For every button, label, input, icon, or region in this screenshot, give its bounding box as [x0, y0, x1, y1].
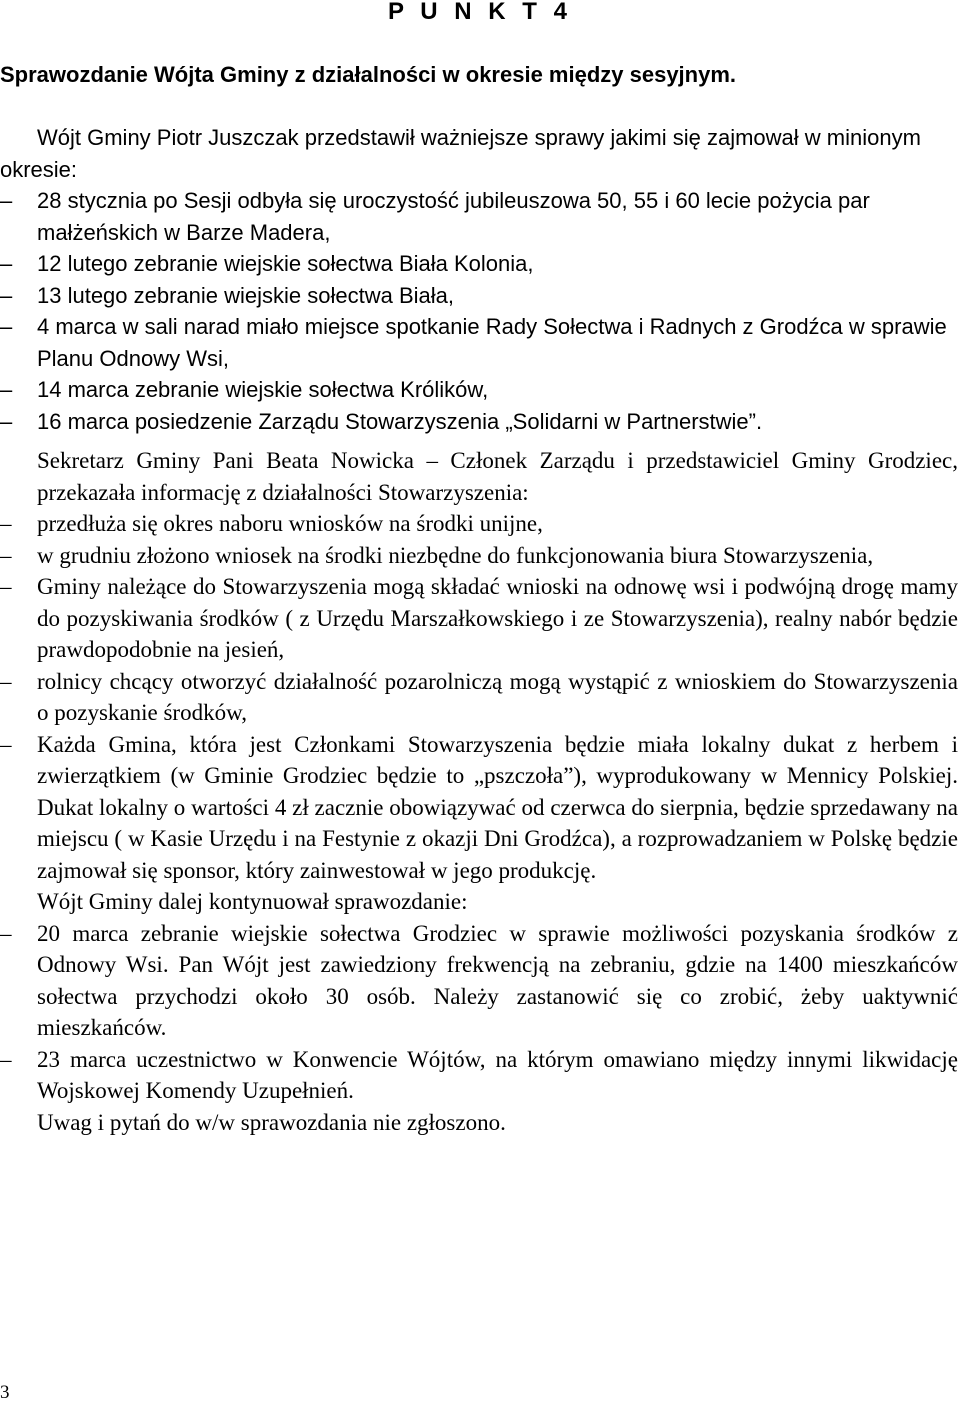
list-item: – 20 marca zebranie wiejskie sołectwa Grodziec w sprawie możliwości pozyskania środków z Odnowy Wsi. Pan Wójt jest zawiedziony frekwencją na zebraniu, gdzie na 1400 mieszkańców sołectwa przychodzi około 30 osób. Należy zastanowić się co zrobić, żeby uaktywnić mieszkańców. — [0, 918, 958, 1044]
page-number: 3 — [0, 1382, 10, 1403]
continuation-paragraph: Wójt Gminy dalej kontynuował sprawozdanie: — [37, 889, 468, 914]
list-item: – przedłuża się okres naboru wniosków na środki unijne, — [0, 508, 958, 540]
activities-list-a — [0, 185, 958, 437]
list-item: – 28 stycznia po Sesji odbyła się uroczystość jubileuszowa 50, 55 i 60 lecie pożycia par małżeńskich w Barze Madera, — [0, 185, 958, 248]
list-item: – Każda Gmina, która jest Członkami Stowarzyszenia będzie miała lokalny dukat z herbem i zwierzątkiem (w Gminie Grodziec będzie to „pszczoła”), wyprodukowany w Mennicy Polskiej. Dukat lokalny o wartości 4 zł zacznie obowiązywać od czerwca do sierpnia, będzie sprzedawany na miejscu ( w Kasie Urzędu i na Festynie z okazji Dni Grodźca), a rozprowadzaniem w Polskę będzie zajmował się sponsor, który zainwestował w jego produkcję. — [0, 729, 958, 887]
association-list — [0, 508, 958, 886]
intro-paragraph: Wójt Gminy Piotr Juszczak przedstawił ważniejsze sprawy jakimi się zajmował w minionym okresie: — [0, 125, 921, 182]
list-item: – 13 lutego zebranie wiejskie sołectwa Biała, — [0, 280, 958, 312]
list-item: – 16 marca posiedzenie Zarządu Stowarzyszenia „Solidarni w Partnerstwie”. — [0, 406, 958, 438]
association-section — [0, 445, 958, 1138]
section-heading: P U N K T 4 — [388, 0, 572, 25]
list-item: – 4 marca w sali narad miało miejsce spotkanie Rady Sołectwa i Radnych z Grodźca w sprawie Planu Odnowy Wsi, — [0, 311, 958, 374]
report-title: Sprawozdanie Wójta Gminy z działalności w okresie między sesyjnym. — [0, 62, 737, 87]
intro-section — [0, 122, 958, 437]
secretary-paragraph: Sekretarz Gminy Pani Beata Nowicka – Członek Zarządu i przedstawiciel Gminy Grodziec, przekazała informację z działalności Stowarzyszenia: — [37, 448, 958, 505]
list-item: – Gminy należące do Stowarzyszenia mogą składać wnioski na odnowę wsi i podwójną drogę mamy do pozyskiwania środków ( z Urzędu Marszałkowskiego i ze Stowarzyszenia), realny nabór będzie prawdopodobnie na jesień, — [0, 571, 958, 666]
list-item: – rolnicy chcący otworzyć działalność pozarolniczą mogą wystąpić z wnioskiem do Stowarzyszenia o pozyskanie środków, — [0, 666, 958, 729]
list-item: – 12 lutego zebranie wiejskie sołectwa Biała Kolonia, — [0, 248, 958, 280]
list-item: – 14 marca zebranie wiejskie sołectwa Królików, — [0, 374, 958, 406]
list-item: – 23 marca uczestnictwo w Konwencie Wójtów, na którym omawiano między innymi likwidację Wojskowej Komendy Uzupełnień. — [0, 1044, 958, 1107]
list-item: – w grudniu złożono wniosek na środki niezbędne do funkcjonowania biura Stowarzyszenia, — [0, 540, 958, 572]
activities-list-c — [0, 918, 958, 1107]
closing-paragraph: Uwag i pytań do w/w sprawozdania nie zgłoszono. — [37, 1109, 506, 1135]
